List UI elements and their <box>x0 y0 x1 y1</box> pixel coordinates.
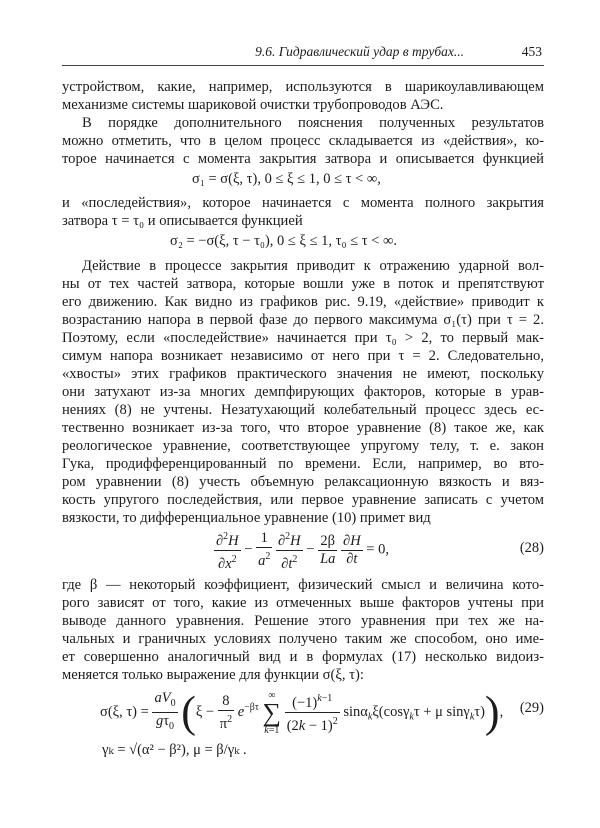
text-line: его движению. Как видно из графиков рис. 9.19, «действие» приводит к <box>62 294 544 310</box>
text-line: где β — некоторый коэффициент, физический смысл и величина кото- <box>62 577 544 593</box>
equation-28: $\frac{\partial^2H}{\partial x^2}$ − $\frac{1}{a^2}$ $\frac{\partial^2H}{\partial t^2}$ − $\frac{2\beta}{La}$ $\frac{\partial H}{\partial t}$ = 0, <box>214 528 389 568</box>
text-line: торое начинается с момента закрытия затвора и описывается функцией <box>62 151 544 167</box>
text-line: выводе данного уравнения. Решение этого уравнения при тех же на- <box>62 613 544 629</box>
text-line: вязкости, то дифференциальное уравнение (10) примет вид <box>62 510 431 526</box>
text-line: симум напора возникает независимо от него при τ = 2. Следовательно, <box>62 348 544 364</box>
equation-sigma1: σ₁ = σ(ξ, τ), 0 ≤ ξ ≤ 1, 0 ≤ τ < ∞, <box>192 171 381 187</box>
text-line: можно отметить, что в целом процесс складывается из «действия», ко- <box>62 133 544 149</box>
running-header <box>62 44 544 66</box>
text-line: ны от тех частей затвора, которые вошли уже в поток и препятствуют <box>62 276 544 292</box>
text-line: В порядке дополнительного пояснения полученных результатов <box>82 115 544 131</box>
text-line: Действие в процессе закрытия приводит к отражению ударной вол- <box>82 258 544 274</box>
text-line: Поэтому, если «последействие» начинается при τ₀ > 2, то первый мак- <box>62 330 544 346</box>
equation-sigma2: σ₂ = −σ(ξ, τ − τ₀), 0 ≤ ξ ≤ 1, τ₀ ≤ τ < ∞. <box>170 233 397 249</box>
text-line: кость упругого последействия, или первое уравнение записать с учетом <box>62 492 544 508</box>
text-line: «хвосты» этих графиков практического значения не имеют, поскольку <box>62 366 544 382</box>
text-line: механизме системы шариковой очистки трубопроводов АЭС. <box>62 97 444 113</box>
text-line: чальных и граничных условиях получено таким же способом, оно име- <box>62 631 544 647</box>
text-line: устройством, какие, например, используются в шарикоулавливающем <box>62 79 544 95</box>
chapter-title: 9.6. Гидравлический удар в трубах... <box>255 44 464 59</box>
text-line: ет совершенно аналогичный вид и в формулах (17) несколько видоиз- <box>62 649 544 665</box>
text-line: и «последействия», которое начинается с момента полного закрытия <box>62 195 544 211</box>
text-line: Гука, продифференцированный по времени. Если, например, во вто- <box>62 456 544 472</box>
page-number: 453 <box>521 44 542 59</box>
text-line: они затухают из-за многих демпфирующих факторов, которые в урав- <box>62 384 544 400</box>
equation-number-28: (28) <box>519 540 544 556</box>
text-line: рого зависят от того, какие из отмеченных выше факторов учтены при <box>62 595 544 611</box>
header-rule <box>62 65 544 66</box>
text-line: нениях (8) не учтены. Незатухающий колебательный процесс здесь ес- <box>62 402 544 418</box>
equation-29: σ(ξ, τ) = $\frac{aV_0}{g\tau_0}$ (ξ − $\frac{8}{\pi^2}$ $e^{-\beta\tau}$ ∞ ∑ k=1 $\frac{(-1)^{k-1}}{(2k - 1)^2}$ sinα$_k$ξ(cosγ$_k$τ + μ sinγ$_k$τ)), <box>100 687 504 737</box>
text-line: тественно возникает из-за того, что второе уравнение (8) такое же, как <box>62 420 544 436</box>
text-line: ром уравнении (8) учесть объемную релаксационную вязкость и вяз- <box>62 474 544 490</box>
equation-gamma: γₖ = √(α² − β²), μ = β/γₖ . <box>102 742 247 758</box>
text-line: реологическое уравнение, соответствующее упругому телу, т. е. закон <box>62 438 544 454</box>
text-line: меняется только выражение для функции σ(ξ, τ): <box>62 667 364 683</box>
text-line: возрастанию напора в первой фазе до первого максимума σ₁(τ) при τ = 2. <box>62 312 544 328</box>
text-line: затвора τ = τ₀ и описывается функцией <box>62 213 303 229</box>
equation-number-29: (29) <box>519 700 544 716</box>
